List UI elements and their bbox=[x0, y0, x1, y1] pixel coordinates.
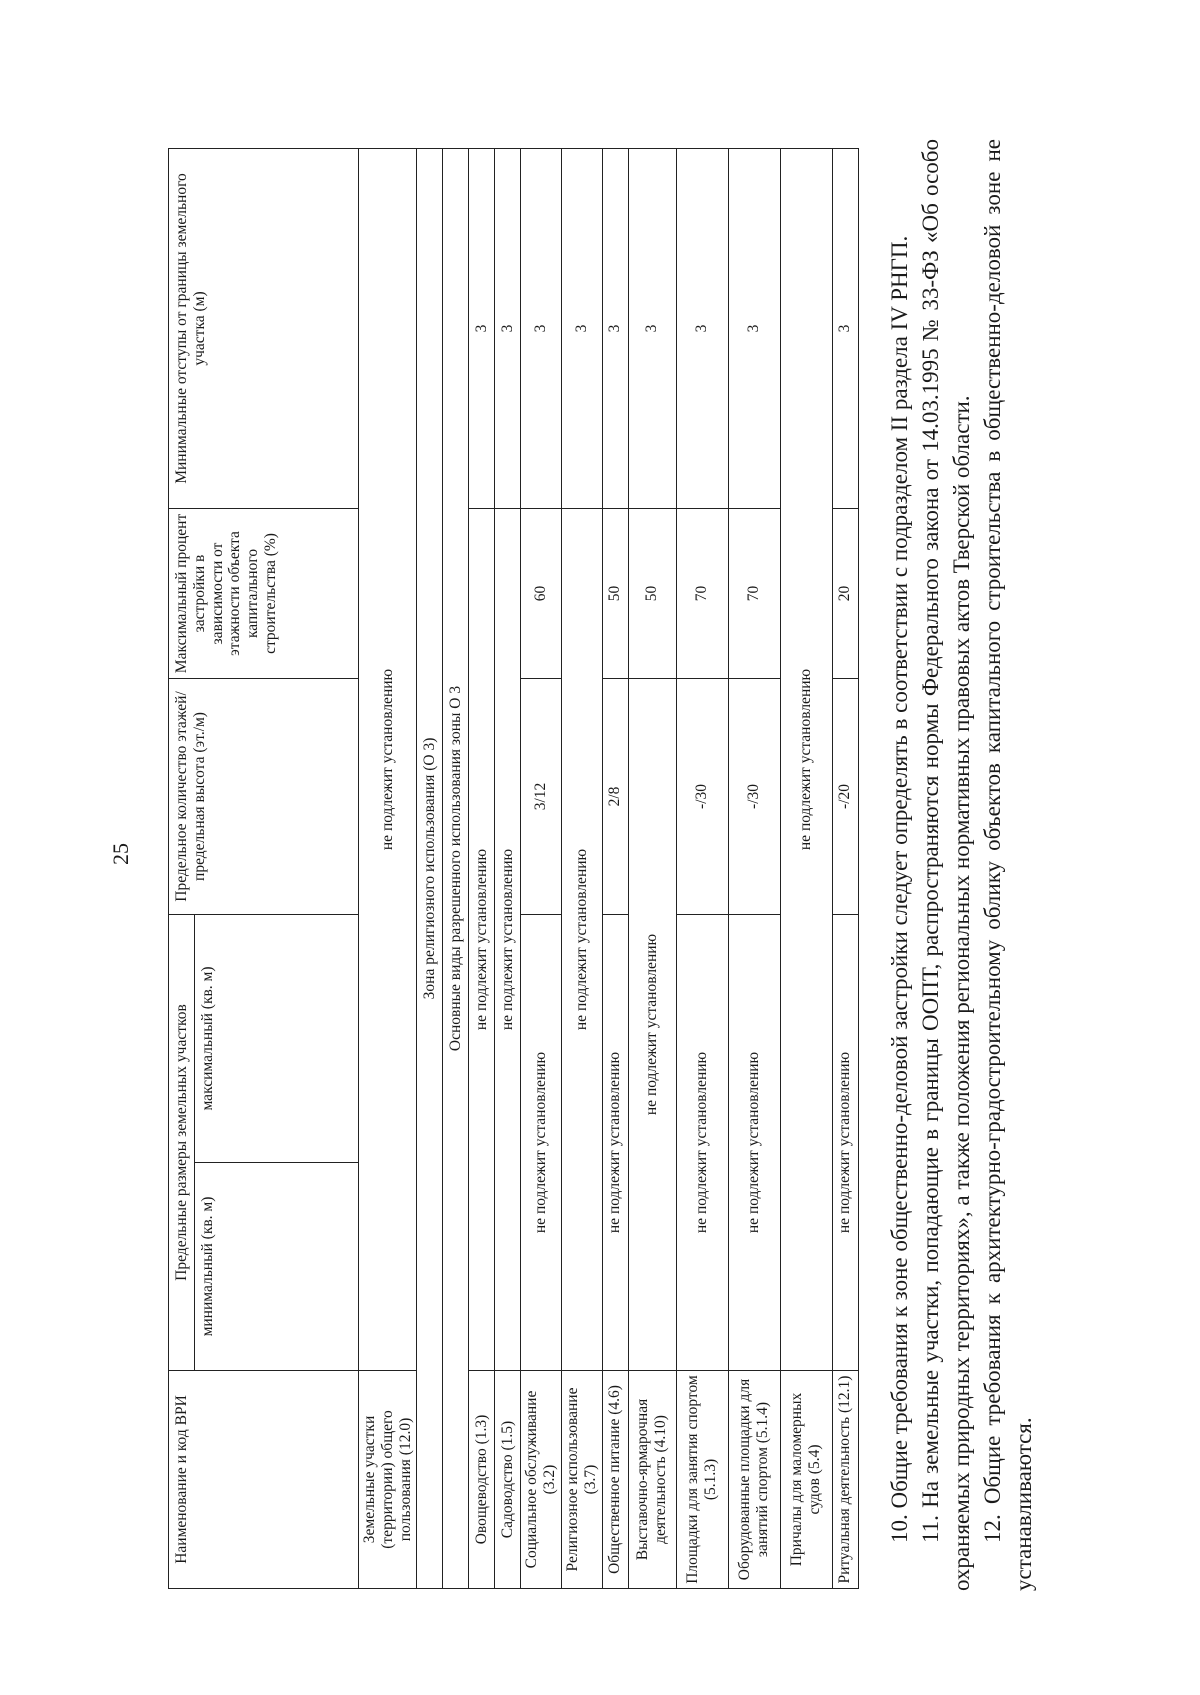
percent-cell: 70 bbox=[676, 508, 728, 678]
percent-cell: 50 bbox=[628, 508, 676, 678]
floors-cell: -/20 bbox=[832, 678, 858, 914]
header-min-size: минимальный (кв. м) bbox=[195, 1163, 359, 1371]
min-size-cell: не подлежит установлению bbox=[728, 914, 780, 1370]
row-name: Овощеводство (1.3) bbox=[469, 1371, 495, 1589]
table-row bbox=[562, 148, 603, 1588]
header-sizes-group: Предельные размеры земельных участков bbox=[169, 914, 195, 1370]
row-name: Земельные участки (территории) общего пользования (12.0) bbox=[359, 1371, 417, 1589]
floors-cell: 2/8 bbox=[602, 678, 628, 914]
row-name: Садоводство (1.5) bbox=[495, 1371, 521, 1589]
row-name: Выставочно-ярмарочная деятельность (4.10) bbox=[628, 1371, 676, 1589]
floors-cell: -/30 bbox=[728, 678, 780, 914]
min-size-cell: не подлежит установлению bbox=[521, 914, 562, 1370]
setback-cell: 3 bbox=[628, 148, 676, 508]
header-setback: Минимальные отступы от границы земельного участка (м) bbox=[169, 148, 359, 508]
percent-cell: 60 bbox=[521, 508, 562, 678]
setback-cell: 3 bbox=[562, 148, 603, 508]
table-row bbox=[469, 148, 495, 1588]
merged-value: не подлежит установлению bbox=[469, 508, 495, 1370]
row-name: Социальное обслуживание (3.2) bbox=[521, 1371, 562, 1589]
min-size-cell: не подлежит установлению bbox=[602, 914, 628, 1370]
body-text bbox=[884, 139, 1039, 1591]
regulations-table bbox=[168, 148, 859, 1589]
zone-subtitle: Основные виды разрешенного использования зоны О 3 bbox=[443, 148, 469, 1588]
header-max-percent: Максимальный процент застройки в зависимости от этажности объекта капитального строительства (%) bbox=[169, 508, 359, 678]
table-row bbox=[495, 148, 521, 1588]
merged-value: не подлежит установлению bbox=[562, 508, 603, 1370]
paragraph-11: 11. На земельные участки, попадающие в границы ООПТ, распространяются нормы Федерального закона от 14.03.1995 № 33-ФЗ «Об особо охраняемых природных территориях», а также положения региональных нормативных правовых актов Тверской области. bbox=[918, 139, 974, 1591]
merged-value: не подлежит установлению bbox=[780, 148, 832, 1370]
table-row bbox=[780, 148, 832, 1588]
setback-cell: 3 bbox=[676, 148, 728, 508]
setback-cell: 3 bbox=[521, 148, 562, 508]
paragraph-10: 10. Общие требования к зоне общественно-деловой застройки следует определять в соответствии с подразделом II раздела IV РНГП. bbox=[887, 235, 912, 1543]
row-name: Общественное питание (4.6) bbox=[602, 1371, 628, 1589]
header-name: Наименование и код ВРИ bbox=[169, 1371, 359, 1589]
table-row bbox=[728, 148, 780, 1588]
min-size-cell: не подлежит установлению bbox=[832, 914, 858, 1370]
setback-cell: 3 bbox=[728, 148, 780, 508]
setback-cell: 3 bbox=[602, 148, 628, 508]
setback-cell: 3 bbox=[832, 148, 858, 508]
table-row bbox=[628, 148, 676, 1588]
zone-subtitle-row bbox=[443, 148, 469, 1588]
setback-cell: 3 bbox=[495, 148, 521, 508]
paragraph-12: 12. Общие требования к архитектурно-градостроительному облику объектов капитального строительства в общественно-деловой зоне не устанавливаются. bbox=[980, 139, 1036, 1591]
zone-title: Зона религиозного использования (О 3) bbox=[417, 148, 443, 1588]
percent-cell: 20 bbox=[832, 508, 858, 678]
row-name: Ритуальная деятельность (12.1) bbox=[832, 1371, 858, 1589]
percent-cell: 50 bbox=[602, 508, 628, 678]
table-row bbox=[359, 148, 417, 1588]
table-row bbox=[602, 148, 628, 1588]
min-size-cell: не подлежит установлению bbox=[676, 914, 728, 1370]
table-row bbox=[676, 148, 728, 1588]
table-row bbox=[832, 148, 858, 1588]
row-name: Религиозное использование (3.7) bbox=[562, 1371, 603, 1589]
row-name: Оборудованные площадки для занятий спортом (5.1.4) bbox=[728, 1371, 780, 1589]
header-max-size: максимальный (кв. м) bbox=[195, 914, 359, 1162]
setback-cell: 3 bbox=[469, 148, 495, 508]
header-floors: Предельное количество этажей/ предельная высота (эт./м) bbox=[169, 678, 359, 914]
merged-value: не подлежит установлению bbox=[628, 678, 676, 1370]
row-name: Причалы для маломерных судов (5.4) bbox=[780, 1371, 832, 1589]
zone-title-row bbox=[417, 148, 443, 1588]
floors-cell: 3/12 bbox=[521, 678, 562, 914]
merged-value: не подлежит установлению bbox=[359, 148, 417, 1370]
table-row bbox=[521, 148, 562, 1588]
row-name: Площадки для занятия спортом (5.1.3) bbox=[676, 1371, 728, 1589]
page-number: 25 bbox=[108, 843, 133, 865]
merged-value: не подлежит установлению bbox=[495, 508, 521, 1370]
percent-cell: 70 bbox=[728, 508, 780, 678]
floors-cell: -/30 bbox=[676, 678, 728, 914]
